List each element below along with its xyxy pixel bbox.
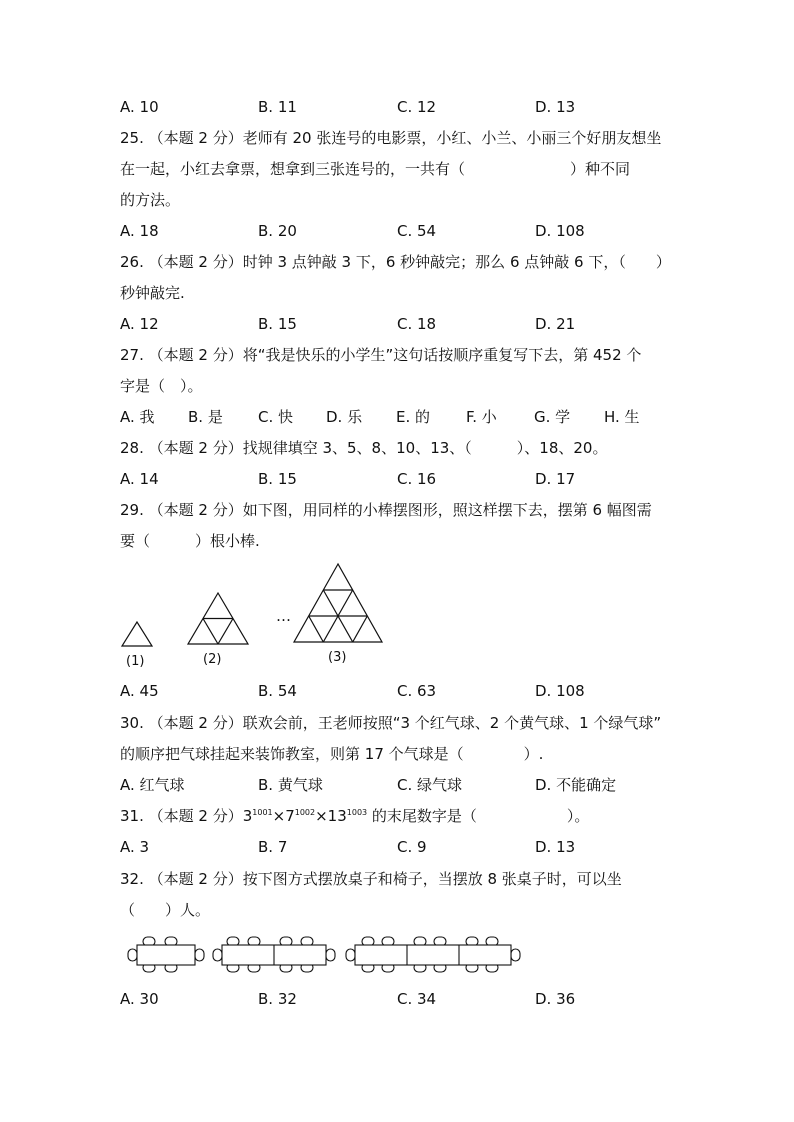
figure-caption-1: (1) — [126, 654, 145, 669]
q31-exp-2: 1002 — [294, 808, 316, 817]
q30-text-line1: 30. （本题 2 分）联欢会前，王老师按照“3 个红气球、2 个黄气球、1 个绿气球” — [120, 714, 662, 732]
option-c[interactable]: C. 绿气球 — [397, 776, 463, 794]
option-a[interactable]: A. 14 — [120, 470, 159, 488]
option-a[interactable]: A. 18 — [120, 222, 159, 240]
option-d[interactable]: D. 21 — [535, 315, 576, 333]
q26-options — [120, 314, 680, 334]
q25-text-line3: 的方法。 — [120, 191, 181, 209]
q27-text-line2: 字是（ ）。 — [120, 377, 203, 395]
q32-options — [120, 989, 680, 1009]
q25-options — [120, 221, 680, 241]
option-b[interactable]: B. 15 — [258, 470, 297, 488]
figure-caption-2: (2) — [203, 652, 222, 667]
option-d[interactable]: D. 17 — [535, 470, 576, 488]
q31-exp-1: 1001 — [252, 808, 273, 817]
option-c[interactable]: C. 快 — [258, 408, 294, 426]
option-a[interactable]: A. 12 — [120, 315, 159, 333]
option-a[interactable]: A. 3 — [120, 838, 150, 856]
q24-options — [120, 97, 680, 117]
option-b[interactable]: B. 54 — [258, 682, 297, 700]
q30-options — [120, 775, 680, 795]
tables-figure-2 — [213, 937, 335, 972]
option-b[interactable]: B. 20 — [258, 222, 297, 240]
option-b[interactable]: B. 11 — [258, 98, 297, 116]
q31-options — [120, 837, 680, 857]
option-d[interactable]: D. 13 — [535, 98, 576, 116]
q26-text-line2: 秒钟敲完. — [120, 284, 185, 302]
q26-text-line1: 26. （本题 2 分）时钟 3 点钟敲 3 下，6 秒钟敲完；那么 6 点钟敲 6 下，（ ） — [120, 253, 671, 271]
q29-text-line1: 29. （本题 2 分）如下图，用同样的小棒摆图形，照这样摆下去，摆第 6 幅图需 — [120, 501, 652, 519]
option-d[interactable]: D. 不能确定 — [535, 776, 617, 794]
q31-times-7: ×7 — [272, 807, 295, 825]
q31-text-line1 — [120, 806, 589, 826]
option-g[interactable]: G. 学 — [534, 408, 571, 426]
triangle-stick-figures — [118, 560, 428, 670]
option-d[interactable]: D. 36 — [535, 990, 576, 1008]
tables-figure-1 — [128, 937, 204, 972]
option-a[interactable]: A. 30 — [120, 990, 159, 1008]
figure-caption-3: (3) — [328, 650, 347, 665]
q32-text-line1: 32. （本题 2 分）按下图方式摆放桌子和椅子，当摆放 8 张桌子时，可以坐 — [120, 870, 622, 888]
q25-text-line1: 25. （本题 2 分）老师有 20 张连号的电影票，小红、小兰、小丽三个好朋友想坐 — [120, 129, 662, 147]
option-c[interactable]: C. 63 — [397, 682, 437, 700]
option-d[interactable]: D. 13 — [535, 838, 576, 856]
q29-text-line2: 要（ ）根小棒. — [120, 532, 260, 550]
q28-text-line1: 28. （本题 2 分）找规律填空 3、5、8、10、13、（ ）、18、20。 — [120, 439, 608, 457]
q29-options — [120, 681, 680, 701]
q32-text-line2: （ ）人。 — [120, 901, 211, 919]
option-c[interactable]: C. 12 — [397, 98, 437, 116]
q30-text-line2: 的顺序把气球挂起来装饰教室，则第 17 个气球是（ ）. — [120, 745, 544, 763]
triangle-figure-2 — [188, 593, 248, 644]
option-b[interactable]: B. 15 — [258, 315, 297, 333]
option-b[interactable]: B. 黄气球 — [258, 776, 323, 794]
q31-exp-3: 1003 — [346, 808, 368, 817]
option-c[interactable]: C. 34 — [397, 990, 437, 1008]
option-a[interactable]: A. 红气球 — [120, 776, 185, 794]
option-c[interactable]: C. 54 — [397, 222, 437, 240]
option-b[interactable]: B. 7 — [258, 838, 288, 856]
option-b[interactable]: B. 是 — [188, 408, 223, 426]
option-b[interactable]: B. 32 — [258, 990, 297, 1008]
q31-base-3: 3 — [242, 807, 253, 825]
q31-prefix: 31. （本题 2 分） — [120, 807, 243, 825]
option-a[interactable]: A. 45 — [120, 682, 159, 700]
triangle-figure-1 — [122, 622, 152, 646]
q25-text-line2: 在一起，小红去拿票，想拿到三张连号的，一共有（ ）种不同 — [120, 160, 631, 178]
q31-times-13: ×13 — [315, 807, 347, 825]
option-c[interactable]: C. 16 — [397, 470, 437, 488]
q27-text-line1: 27. （本题 2 分）将“我是快乐的小学生”这句话按顺序重复写下去，第 452 个 — [120, 346, 642, 364]
option-d[interactable]: D. 108 — [535, 682, 585, 700]
q28-options — [120, 469, 680, 489]
q27-options — [120, 407, 680, 427]
option-f[interactable]: F. 小 — [466, 408, 497, 426]
option-d[interactable]: D. 108 — [535, 222, 585, 240]
option-c[interactable]: C. 18 — [397, 315, 437, 333]
option-e[interactable]: E. 的 — [396, 408, 431, 426]
tables-chairs-figures — [124, 933, 530, 977]
option-a[interactable]: A. 我 — [120, 408, 155, 426]
q31-suffix: 的末尾数字是（ ）。 — [367, 807, 590, 825]
figure-ellipsis: … — [276, 607, 292, 625]
option-a[interactable]: A. 10 — [120, 98, 159, 116]
triangle-figure-3 — [294, 564, 382, 642]
option-d[interactable]: D. 乐 — [326, 408, 363, 426]
tables-figure-3 — [346, 937, 520, 972]
option-h[interactable]: H. 生 — [604, 408, 640, 426]
option-c[interactable]: C. 9 — [397, 838, 427, 856]
